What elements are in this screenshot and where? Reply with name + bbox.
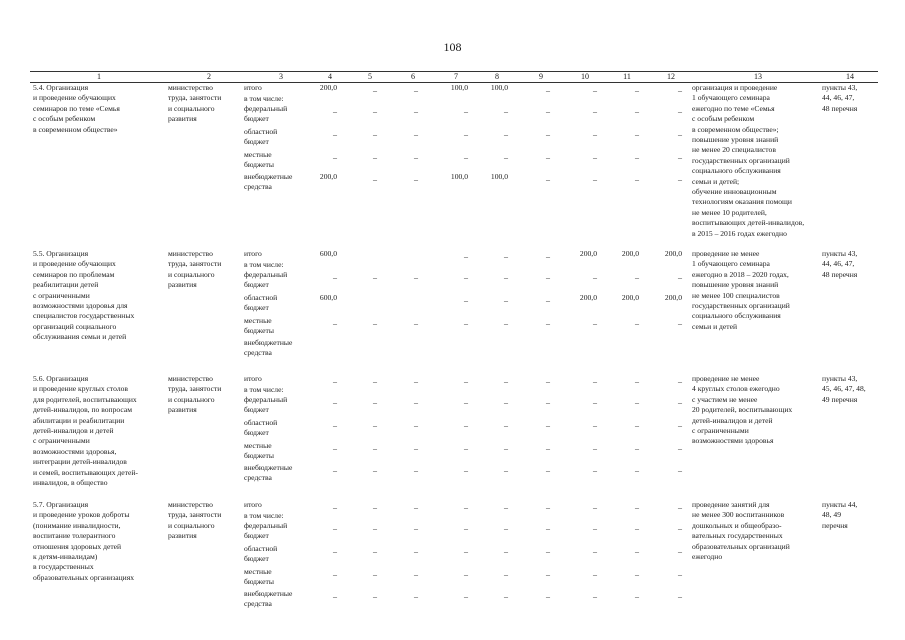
funding-source: в том числе: bbox=[244, 385, 284, 394]
funding-source: итого bbox=[244, 500, 262, 509]
empty-value: – bbox=[635, 592, 639, 601]
empty-value: – bbox=[546, 296, 550, 305]
empty-value: – bbox=[678, 319, 682, 328]
funding-value: 600,0 bbox=[319, 249, 337, 258]
empty-value: – bbox=[635, 153, 639, 162]
empty-value: – bbox=[333, 444, 337, 453]
empty-value: – bbox=[414, 107, 418, 116]
funding-source: областной бюджет bbox=[244, 293, 278, 313]
activity-name: 5.5. Организация и проведение обучающих семинаров по проблемам реабилитации детей с ограниченными возможностями здоровья для специалистов государственных организаций социального обслуживания семьи и детей bbox=[33, 249, 135, 342]
empty-value: – bbox=[678, 570, 682, 579]
empty-value: – bbox=[635, 130, 639, 139]
header-cell: 9 bbox=[539, 72, 543, 81]
header-cell: 13 bbox=[754, 72, 762, 81]
empty-value: – bbox=[593, 86, 597, 95]
empty-value: – bbox=[593, 153, 597, 162]
empty-value: – bbox=[504, 153, 508, 162]
funding-value: 200,0 bbox=[621, 293, 639, 302]
empty-value: – bbox=[593, 547, 597, 556]
table-header bbox=[30, 71, 878, 83]
empty-value: – bbox=[504, 296, 508, 305]
empty-value: – bbox=[678, 86, 682, 95]
empty-value: – bbox=[373, 547, 377, 556]
executor: министерство труда, занятости и социального развития bbox=[168, 374, 222, 415]
empty-value: – bbox=[373, 398, 377, 407]
empty-value: – bbox=[504, 570, 508, 579]
empty-value: – bbox=[678, 592, 682, 601]
plan-points: пункты 43, 44, 46, 47, 48 перечня bbox=[822, 249, 858, 279]
empty-value: – bbox=[414, 175, 418, 184]
empty-value: – bbox=[333, 592, 337, 601]
empty-value: – bbox=[333, 153, 337, 162]
funding-value: 100,0 bbox=[450, 83, 468, 92]
empty-value: – bbox=[464, 547, 468, 556]
empty-value: – bbox=[414, 153, 418, 162]
header-cell: 11 bbox=[623, 72, 631, 81]
empty-value: – bbox=[333, 524, 337, 533]
empty-value: – bbox=[593, 421, 597, 430]
empty-value: – bbox=[546, 252, 550, 261]
empty-value: – bbox=[464, 524, 468, 533]
empty-value: – bbox=[593, 319, 597, 328]
empty-value: – bbox=[464, 570, 468, 579]
empty-value: – bbox=[414, 570, 418, 579]
funding-value: 600,0 bbox=[319, 293, 337, 302]
empty-value: – bbox=[678, 421, 682, 430]
empty-value: – bbox=[414, 592, 418, 601]
empty-value: – bbox=[333, 398, 337, 407]
empty-value: – bbox=[414, 421, 418, 430]
funding-source: местные бюджеты bbox=[244, 316, 274, 336]
header-cell: 2 bbox=[207, 72, 211, 81]
page-number: 108 bbox=[443, 40, 462, 54]
empty-value: – bbox=[546, 524, 550, 533]
empty-value: – bbox=[593, 377, 597, 386]
empty-value: – bbox=[464, 252, 468, 261]
empty-value: – bbox=[504, 319, 508, 328]
empty-value: – bbox=[464, 130, 468, 139]
empty-value: – bbox=[504, 273, 508, 282]
header-cell: 6 bbox=[411, 72, 415, 81]
empty-value: – bbox=[635, 503, 639, 512]
empty-value: – bbox=[373, 377, 377, 386]
funding-source: местные бюджеты bbox=[244, 150, 274, 170]
empty-value: – bbox=[414, 398, 418, 407]
funding-source: областной бюджет bbox=[244, 544, 278, 564]
empty-value: – bbox=[464, 107, 468, 116]
empty-value: – bbox=[593, 107, 597, 116]
empty-value: – bbox=[546, 466, 550, 475]
funding-source: внебюджетные средства bbox=[244, 172, 293, 192]
executor: министерство труда, занятости и социального развития bbox=[168, 249, 222, 290]
empty-value: – bbox=[546, 153, 550, 162]
empty-value: – bbox=[546, 175, 550, 184]
activity-name: 5.7. Организация и проведение уроков доброты (понимание инвалидности, воспитание толерантного отношения здоровых детей к детям-инвалидам) в государственных образовательных организациях bbox=[33, 500, 135, 582]
funding-value: 200,0 bbox=[319, 83, 337, 92]
empty-value: – bbox=[414, 273, 418, 282]
empty-value: – bbox=[333, 377, 337, 386]
empty-value: – bbox=[635, 86, 639, 95]
empty-value: – bbox=[464, 398, 468, 407]
empty-value: – bbox=[373, 130, 377, 139]
empty-value: – bbox=[678, 466, 682, 475]
empty-value: – bbox=[414, 86, 418, 95]
funding-value: 200,0 bbox=[621, 249, 639, 258]
header-cell: 14 bbox=[846, 72, 854, 81]
empty-value: – bbox=[504, 524, 508, 533]
empty-value: – bbox=[373, 570, 377, 579]
empty-value: – bbox=[504, 421, 508, 430]
executor: министерство труда, занятости и социального развития bbox=[168, 83, 222, 124]
funding-source: областной бюджет bbox=[244, 418, 278, 438]
empty-value: – bbox=[593, 398, 597, 407]
expected-result: проведение не менее 1 обучающего семинара ежегодно в 2018 – 2020 годах, повышение уровня знаний не менее 100 специалистов государственных организаций социального обслуживания семьи и детей bbox=[692, 249, 790, 331]
empty-value: – bbox=[414, 130, 418, 139]
funding-source: внебюджетные средства bbox=[244, 463, 293, 483]
empty-value: – bbox=[546, 130, 550, 139]
empty-value: – bbox=[464, 377, 468, 386]
expected-result: проведение занятий для не менее 300 воспитанников дошкольных и общеобразо- вательных государственных образовательных организаций ежегодно bbox=[692, 500, 790, 562]
empty-value: – bbox=[678, 107, 682, 116]
empty-value: – bbox=[635, 570, 639, 579]
empty-value: – bbox=[678, 153, 682, 162]
empty-value: – bbox=[635, 524, 639, 533]
empty-value: – bbox=[464, 466, 468, 475]
funding-value: 200,0 bbox=[579, 293, 597, 302]
empty-value: – bbox=[593, 444, 597, 453]
empty-value: – bbox=[414, 503, 418, 512]
empty-value: – bbox=[373, 592, 377, 601]
empty-value: – bbox=[593, 273, 597, 282]
empty-value: – bbox=[593, 175, 597, 184]
empty-value: – bbox=[414, 377, 418, 386]
empty-value: – bbox=[635, 444, 639, 453]
header-cell: 5 bbox=[368, 72, 372, 81]
empty-value: – bbox=[678, 524, 682, 533]
empty-value: – bbox=[546, 592, 550, 601]
empty-value: – bbox=[504, 592, 508, 601]
empty-value: – bbox=[333, 130, 337, 139]
empty-value: – bbox=[504, 377, 508, 386]
empty-value: – bbox=[635, 398, 639, 407]
funding-source: федеральный бюджет bbox=[244, 270, 288, 290]
header-cell: 10 bbox=[581, 72, 589, 81]
empty-value: – bbox=[593, 524, 597, 533]
empty-value: – bbox=[373, 273, 377, 282]
empty-value: – bbox=[546, 503, 550, 512]
funding-source: итого bbox=[244, 374, 262, 383]
plan-points: пункты 44, 48, 49 перечня bbox=[822, 500, 858, 530]
empty-value: – bbox=[546, 86, 550, 95]
funding-value: 200,0 bbox=[319, 172, 337, 181]
expected-result: проведение не менее 4 круглых столов ежегодно с участием не менее 20 родителей, воспитывающих детей-инвалидов и детей с ограниченными возможностями здоровья bbox=[692, 374, 793, 446]
empty-value: – bbox=[504, 547, 508, 556]
empty-value: – bbox=[678, 398, 682, 407]
funding-source: областной бюджет bbox=[244, 127, 278, 147]
funding-source: итого bbox=[244, 249, 262, 258]
empty-value: – bbox=[546, 547, 550, 556]
empty-value: – bbox=[678, 377, 682, 386]
empty-value: – bbox=[373, 421, 377, 430]
empty-value: – bbox=[504, 466, 508, 475]
empty-value: – bbox=[546, 107, 550, 116]
empty-value: – bbox=[464, 444, 468, 453]
empty-value: – bbox=[333, 273, 337, 282]
empty-value: – bbox=[546, 398, 550, 407]
plan-points: пункты 43, 45, 46, 47, 48, 49 перечня bbox=[822, 374, 866, 404]
header-cell: 7 bbox=[454, 72, 458, 81]
funding-source: местные бюджеты bbox=[244, 567, 274, 587]
empty-value: – bbox=[635, 466, 639, 475]
funding-source: федеральный бюджет bbox=[244, 395, 288, 415]
funding-source: в том числе: bbox=[244, 511, 284, 520]
empty-value: – bbox=[373, 86, 377, 95]
empty-value: – bbox=[464, 421, 468, 430]
empty-value: – bbox=[504, 444, 508, 453]
funding-source: итого bbox=[244, 83, 262, 92]
empty-value: – bbox=[546, 377, 550, 386]
empty-value: – bbox=[546, 444, 550, 453]
empty-value: – bbox=[373, 466, 377, 475]
empty-value: – bbox=[546, 421, 550, 430]
empty-value: – bbox=[373, 175, 377, 184]
empty-value: – bbox=[635, 107, 639, 116]
header-cell: 12 bbox=[667, 72, 675, 81]
funding-value: 100,0 bbox=[450, 172, 468, 181]
empty-value: – bbox=[678, 175, 682, 184]
empty-value: – bbox=[678, 444, 682, 453]
empty-value: – bbox=[593, 130, 597, 139]
empty-value: – bbox=[373, 444, 377, 453]
empty-value: – bbox=[373, 153, 377, 162]
empty-value: – bbox=[504, 107, 508, 116]
empty-value: – bbox=[464, 153, 468, 162]
header-cell: 4 bbox=[328, 72, 332, 81]
empty-value: – bbox=[373, 503, 377, 512]
empty-value: – bbox=[464, 296, 468, 305]
empty-value: – bbox=[333, 107, 337, 116]
empty-value: – bbox=[464, 319, 468, 328]
empty-value: – bbox=[333, 547, 337, 556]
funding-source: федеральный бюджет bbox=[244, 104, 288, 124]
empty-value: – bbox=[546, 319, 550, 328]
activity-name: 5.4. Организация и проведение обучающих семинаров по теме «Семья с особым ребенком в современном обществе» bbox=[33, 83, 120, 134]
funding-value: 200,0 bbox=[579, 249, 597, 258]
empty-value: – bbox=[333, 421, 337, 430]
empty-value: – bbox=[593, 503, 597, 512]
empty-value: – bbox=[546, 273, 550, 282]
plan-points: пункты 43, 44, 46, 47, 48 перечня bbox=[822, 83, 858, 113]
empty-value: – bbox=[333, 503, 337, 512]
empty-value: – bbox=[414, 466, 418, 475]
empty-value: – bbox=[678, 273, 682, 282]
empty-value: – bbox=[635, 273, 639, 282]
funding-source: местные бюджеты bbox=[244, 441, 274, 461]
empty-value: – bbox=[678, 130, 682, 139]
empty-value: – bbox=[635, 421, 639, 430]
empty-value: – bbox=[635, 547, 639, 556]
header-cell: 1 bbox=[97, 72, 101, 81]
empty-value: – bbox=[464, 503, 468, 512]
empty-value: – bbox=[504, 398, 508, 407]
funding-value: 200,0 bbox=[664, 249, 682, 258]
empty-value: – bbox=[635, 377, 639, 386]
empty-value: – bbox=[593, 466, 597, 475]
expected-result: организация и проведение 1 обучающего семинара ежегодно по теме «Семья с особым ребенком в современном обществе»; повышение уровня знаний не менее 20 специалистов государственных организаций социального обслуживания семьи и детей; обучение инновационным технологиям оказания помощи не менее 10 родителей, воспитывающих детей-инвалидов, в 2015 – 2016 годах ежегодно bbox=[692, 83, 805, 238]
funding-source: федеральный бюджет bbox=[244, 521, 288, 541]
funding-source: в том числе: bbox=[244, 260, 284, 269]
empty-value: – bbox=[373, 107, 377, 116]
empty-value: – bbox=[373, 524, 377, 533]
funding-source: внебюджетные средства bbox=[244, 338, 293, 358]
empty-value: – bbox=[635, 319, 639, 328]
funding-value: 200,0 bbox=[664, 293, 682, 302]
header-cell: 3 bbox=[279, 72, 283, 81]
empty-value: – bbox=[593, 592, 597, 601]
empty-value: – bbox=[546, 570, 550, 579]
empty-value: – bbox=[414, 547, 418, 556]
funding-source: в том числе: bbox=[244, 94, 284, 103]
empty-value: – bbox=[504, 252, 508, 261]
activity-name: 5.6. Организация и проведение круглых столов для родителей, воспитывающих детей-инвалидов, по вопросам абилитации и реабилитации детей-инвалидов и детей с ограниченными возможностями здоровья, интеграции детей-инвалидов и семей, воспитывающих детей- инвалидов, в общество bbox=[33, 374, 138, 488]
empty-value: – bbox=[504, 503, 508, 512]
header-cell: 8 bbox=[495, 72, 499, 81]
empty-value: – bbox=[464, 592, 468, 601]
empty-value: – bbox=[333, 466, 337, 475]
executor: министерство труда, занятости и социального развития bbox=[168, 500, 222, 541]
empty-value: – bbox=[414, 319, 418, 328]
empty-value: – bbox=[678, 547, 682, 556]
empty-value: – bbox=[333, 570, 337, 579]
empty-value: – bbox=[635, 175, 639, 184]
empty-value: – bbox=[464, 273, 468, 282]
empty-value: – bbox=[414, 444, 418, 453]
empty-value: – bbox=[678, 503, 682, 512]
empty-value: – bbox=[414, 524, 418, 533]
funding-value: 100,0 bbox=[490, 172, 508, 181]
funding-value: 100,0 bbox=[490, 83, 508, 92]
empty-value: – bbox=[373, 319, 377, 328]
empty-value: – bbox=[504, 130, 508, 139]
funding-source: внебюджетные средства bbox=[244, 589, 293, 609]
empty-value: – bbox=[593, 570, 597, 579]
empty-value: – bbox=[333, 319, 337, 328]
